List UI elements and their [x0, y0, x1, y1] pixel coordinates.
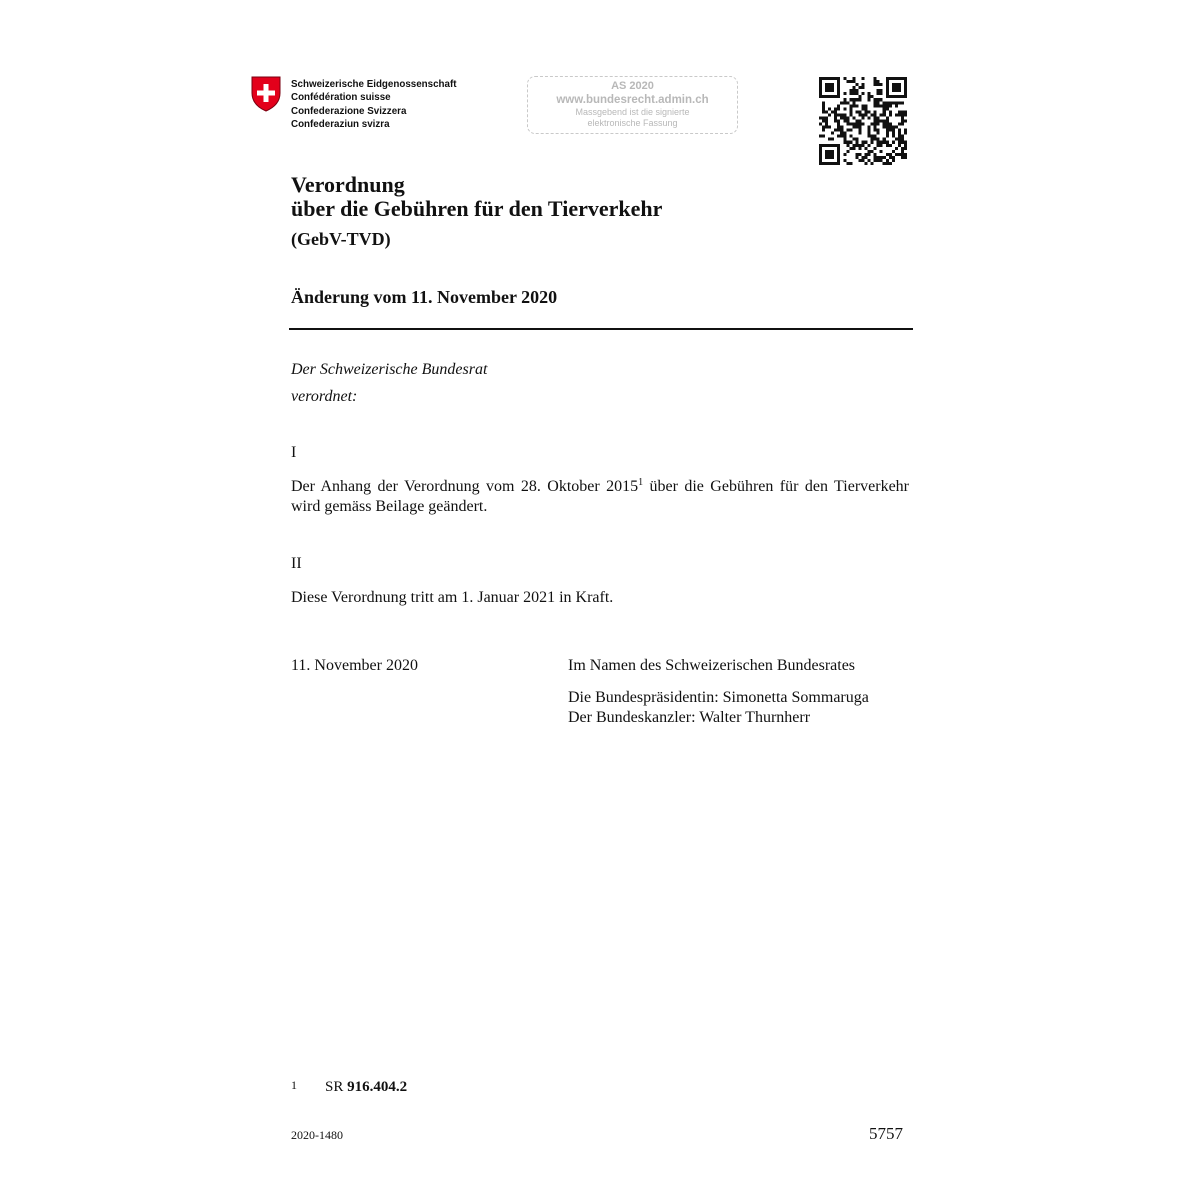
title-abbreviation: (GebV-TVD): [291, 229, 391, 249]
section-1-text: [291, 477, 909, 517]
issuing-authority: Der Schweizerische Bundesrat: [291, 361, 488, 378]
title-line-1: Verordnung: [291, 172, 405, 197]
amendment-date-heading: Änderung vom 11. November 2020: [291, 287, 558, 307]
title-line-2: über die Gebühren für den Tierverkehr: [291, 196, 663, 221]
stamp-url[interactable]: www.bundesrecht.admin.ch: [556, 94, 709, 106]
section-number-1: I: [291, 444, 297, 461]
section-number-2: II: [291, 555, 302, 572]
stamp-note-1: Massgebend ist die signierte: [575, 107, 690, 117]
qr-code-icon: [819, 77, 907, 165]
decree-formula: verordnet:: [291, 388, 358, 405]
footnote-prefix: SR: [325, 1079, 348, 1095]
signature-president: Die Bundespräsidentin: Simonetta Sommaruga: [568, 689, 869, 706]
footnote-text: [325, 1079, 407, 1096]
document-title: [291, 173, 662, 221]
signature-on-behalf: Im Namen des Schweizerischen Bundesrates: [568, 657, 856, 674]
stamp-note-2: elektronische Fassung: [587, 118, 678, 128]
agency-name-rm: Confederaziun svizra: [291, 119, 390, 131]
section-2-text: Diese Verordnung tritt am 1. Januar 2021 in Kraft.: [291, 589, 614, 606]
federal-agency-names: [291, 78, 457, 132]
agency-name-de: Schweizerische Eidgenossenschaft: [291, 79, 457, 90]
footnote-sr-number: 916.404.2: [347, 1079, 408, 1095]
section-1-text-start: Der Anhang der Verordnung vom 28. Oktober 2015: [291, 478, 639, 495]
section-1-text-end: über die Gebühren für den Tierverkehr wird gemäss Beilage geändert.: [291, 478, 910, 515]
signature-chancellor: Der Bundeskanzler: Walter Thurnherr: [568, 709, 811, 726]
footnote-marker: 1: [291, 1078, 297, 1092]
heading-divider: [289, 328, 913, 330]
official-publication-stamp: [527, 76, 738, 134]
footnote-reference[interactable]: 1: [638, 477, 644, 488]
stamp-collection: AS 2020: [611, 80, 654, 92]
agency-name-fr: Confédération suisse: [291, 92, 391, 104]
page-number: 5757: [869, 1124, 903, 1143]
agency-name-it: Confederazione Svizzera: [291, 105, 407, 117]
signature-date: 11. November 2020: [291, 657, 418, 674]
document-id: 2020-1480: [291, 1128, 343, 1142]
swiss-coat-of-arms-icon: [251, 76, 281, 112]
